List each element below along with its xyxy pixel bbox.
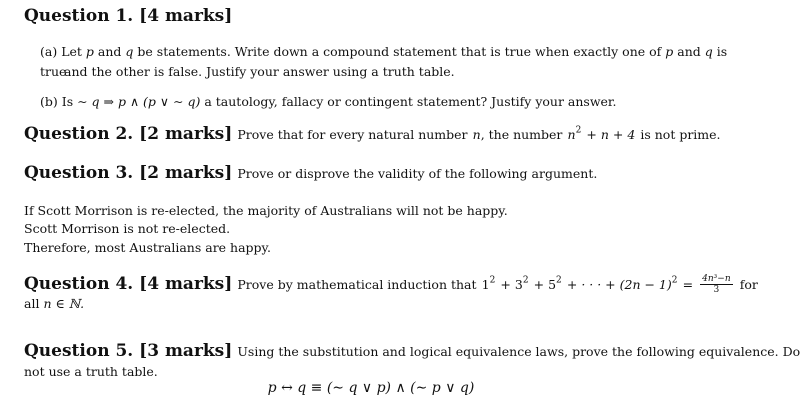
q3-text: Prove or disprove the validity of the following argument. xyxy=(237,166,598,181)
q1a-label: (a) xyxy=(40,44,58,59)
q5-line2: not use a truth table. xyxy=(24,364,158,379)
q2-mid: , the number xyxy=(480,127,563,142)
q4-for: for xyxy=(739,277,758,292)
question-1a-line2: and the other is false. Justify your answer using a truth table. xyxy=(64,64,455,79)
q4-t4: + · · · + (2n − 1) xyxy=(566,277,672,292)
q2-pre: Prove that for every natural number xyxy=(237,127,468,142)
question-2-lead: Question 2. [2 marks] xyxy=(24,124,233,144)
q1a-pre: Let xyxy=(61,44,82,59)
q2-expr-n: n xyxy=(567,127,576,142)
q1a-end: is true xyxy=(40,44,728,79)
q1a-q: q xyxy=(125,44,134,59)
q5-equivalence: p ↔ q ≡ (∼ q ∨ p) ∧ (∼ p ∨ q) xyxy=(267,380,475,396)
q1a-mid: be statements. Write down a compound statement that is true when exactly one of xyxy=(137,44,662,59)
q1b-rest: a tautology, fallacy or contingent statement? Justify your answer. xyxy=(204,94,617,109)
q4-t4-exp: 2 xyxy=(671,275,678,286)
q2-n: n xyxy=(472,127,481,142)
q4-t1: 1 xyxy=(481,277,490,292)
question-5-lead: Question 5. [3 marks] xyxy=(24,341,233,361)
question-4-heading xyxy=(24,274,758,295)
q2-expr-rest: + n + 4 xyxy=(586,127,636,142)
q1a-and: and xyxy=(97,44,122,59)
q1a-and2: and xyxy=(677,44,701,59)
question-1-heading xyxy=(24,6,232,26)
q3-argument-line-3: Therefore, most Australians are happy. xyxy=(24,240,271,255)
q1b-is: Is xyxy=(61,94,74,109)
q4-frac-num: 4n³−n xyxy=(702,274,731,284)
q1a-q2: q xyxy=(704,44,713,59)
q4-t2: + 3 xyxy=(500,277,523,292)
q5-line1: Using the substitution and logical equivalence laws, prove the following equivalence. Do xyxy=(237,344,800,359)
question-3-lead: Question 3. [2 marks] xyxy=(24,163,233,183)
q4-t1-exp: 2 xyxy=(489,275,496,286)
q1a-p2: p xyxy=(665,44,674,59)
q2-exp: 2 xyxy=(575,125,582,136)
q4-eq: = xyxy=(682,277,694,292)
question-1-lead: Question 1. [4 marks] xyxy=(24,6,233,26)
question-1b xyxy=(40,92,730,112)
q4-t3-exp: 2 xyxy=(556,275,562,286)
q2-end: is not prime. xyxy=(640,127,721,142)
q4-line2 xyxy=(24,294,424,314)
question-5-heading xyxy=(24,341,800,361)
q4-line2-pre: all xyxy=(24,296,40,311)
q4-line2-expr: n ∈ ℕ. xyxy=(43,296,85,311)
q1b-expr: ∼ q ⇒ p ∧ (p ∨ ∼ q) xyxy=(77,94,201,109)
q1b-label: (b) xyxy=(40,94,58,109)
question-4-lead: Question 4. [4 marks] xyxy=(24,274,233,294)
q4-fraction xyxy=(700,274,732,295)
q4-t2-exp: 2 xyxy=(522,275,529,286)
q4-frac-den: 3 xyxy=(713,285,720,295)
q3-argument-line-2: Scott Morrison is not re-elected. xyxy=(24,221,231,236)
q4-t3: + 5 xyxy=(533,277,557,292)
q4-pre: Prove by mathematical induction that xyxy=(237,277,477,292)
question-2-heading xyxy=(24,124,721,144)
q3-argument-line-1: If Scott Morrison is re-elected, the majority of Australians will not be happy. xyxy=(24,203,508,218)
q1a-p: p xyxy=(85,44,94,59)
question-3-heading xyxy=(24,163,597,183)
